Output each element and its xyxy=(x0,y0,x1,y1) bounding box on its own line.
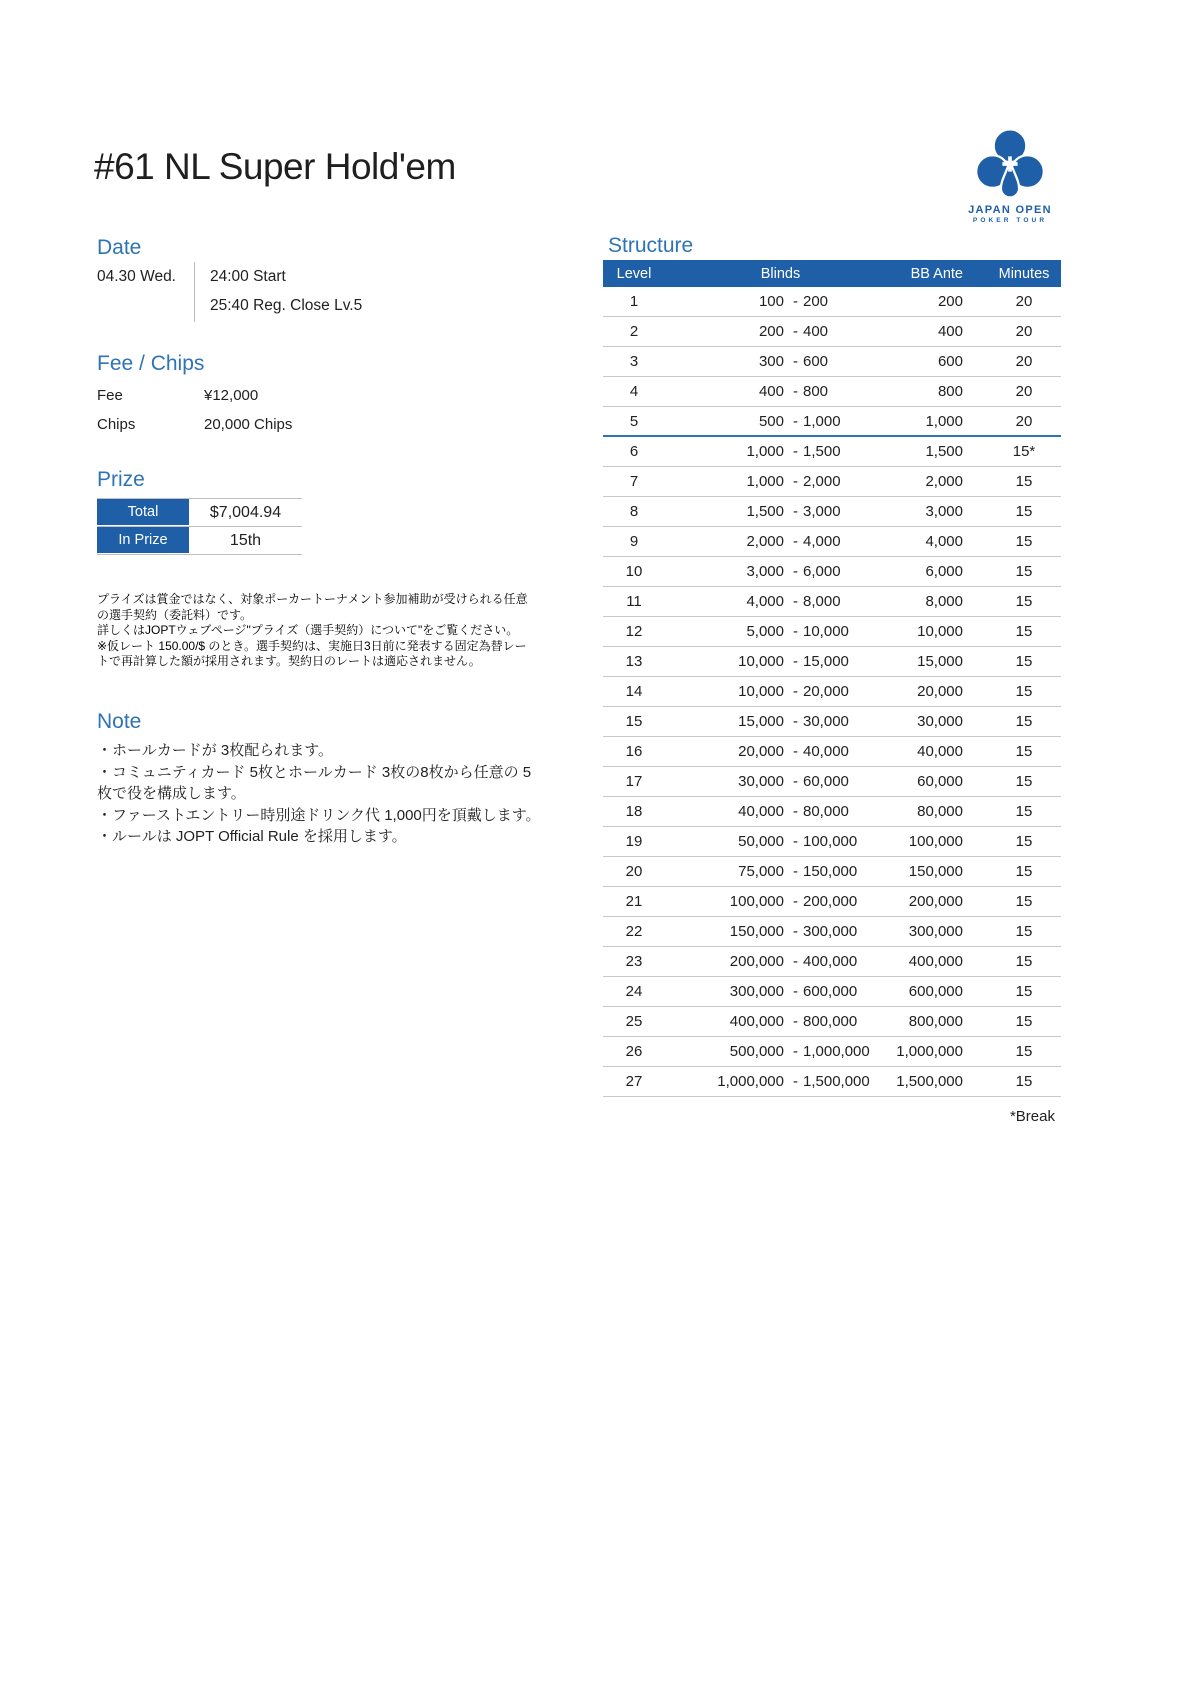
minutes-cell: 15 xyxy=(1015,743,1033,760)
level-cell: 3 xyxy=(629,353,639,370)
level-cell: 19 xyxy=(625,833,643,850)
blinds-separator: - xyxy=(793,1073,798,1090)
small-blind-cell: 1,000 xyxy=(746,473,784,490)
small-blind-cell: 20,000 xyxy=(738,743,784,760)
date-table xyxy=(97,262,362,322)
minutes-cell: 15 xyxy=(1015,653,1033,670)
blinds-separator: - xyxy=(793,293,798,310)
structure-row xyxy=(603,767,1061,797)
big-blind-cell: 20,000 xyxy=(803,683,849,700)
minutes-cell: 15 xyxy=(1015,593,1033,610)
structure-row xyxy=(603,467,1061,497)
big-blind-cell: 3,000 xyxy=(803,503,841,520)
bb-ante-cell: 2,000 xyxy=(925,473,963,490)
small-blind-cell: 200 xyxy=(758,323,784,340)
column-header-blinds: Blinds xyxy=(760,265,801,282)
fee-label: Chips xyxy=(97,416,136,433)
minutes-cell: 15 xyxy=(1015,983,1033,1000)
disclaimer-line: プライズは賞金ではなく、対象ポーカートーナメント参加補助が受けられる任意の選手契約（委託料）です。 xyxy=(97,592,528,622)
note-item: ・ファーストエントリー時別途ドリンク代 1,000円を頂戴します。 xyxy=(97,806,541,824)
bb-ante-cell: 4,000 xyxy=(925,533,963,550)
level-cell: 23 xyxy=(625,953,643,970)
small-blind-cell: 5,000 xyxy=(746,623,784,640)
bb-ante-cell: 80,000 xyxy=(917,803,963,820)
structure-row xyxy=(603,737,1061,767)
level-cell: 7 xyxy=(629,473,639,490)
structure-row xyxy=(603,317,1061,347)
bb-ante-cell: 600,000 xyxy=(908,983,963,1000)
big-blind-cell: 800 xyxy=(803,383,829,400)
small-blind-cell: 400,000 xyxy=(729,1013,784,1030)
break-footnote: *Break xyxy=(1009,1108,1055,1125)
minutes-cell: 20 xyxy=(1015,413,1033,430)
small-blind-cell: 500 xyxy=(758,413,784,430)
level-cell: 2 xyxy=(629,323,639,340)
level-cell: 9 xyxy=(629,533,639,550)
big-blind-cell: 6,000 xyxy=(803,563,841,580)
minutes-cell: 15 xyxy=(1015,893,1033,910)
big-blind-cell: 1,000,000 xyxy=(803,1043,870,1060)
big-blind-cell: 1,500,000 xyxy=(803,1073,870,1090)
level-cell: 18 xyxy=(625,803,643,820)
structure-row xyxy=(603,287,1061,317)
small-blind-cell: 300,000 xyxy=(729,983,784,1000)
blinds-separator: - xyxy=(793,443,798,460)
blinds-separator: - xyxy=(793,503,798,520)
small-blind-cell: 75,000 xyxy=(738,863,784,880)
level-cell: 14 xyxy=(625,683,643,700)
level-cell: 20 xyxy=(625,863,643,880)
big-blind-cell: 150,000 xyxy=(803,863,858,880)
small-blind-cell: 10,000 xyxy=(738,683,784,700)
minutes-cell: 15 xyxy=(1015,923,1033,940)
blinds-separator: - xyxy=(793,893,798,910)
bb-ante-cell: 200,000 xyxy=(908,893,963,910)
big-blind-cell: 200 xyxy=(803,293,829,310)
structure-row xyxy=(603,497,1061,527)
minutes-cell: 15 xyxy=(1015,863,1033,880)
minutes-cell: 20 xyxy=(1015,353,1033,370)
big-blind-cell: 800,000 xyxy=(803,1013,858,1030)
small-blind-cell: 1,000 xyxy=(746,443,784,460)
minutes-cell: 20 xyxy=(1015,383,1033,400)
date-time-row: 24:00 Start xyxy=(210,268,286,285)
level-cell: 1 xyxy=(629,293,639,310)
structure-row xyxy=(603,377,1061,407)
bb-ante-cell: 600 xyxy=(937,353,963,370)
bb-ante-cell: 3,000 xyxy=(925,503,963,520)
structure-row xyxy=(603,347,1061,377)
structure-row xyxy=(603,587,1061,617)
big-blind-cell: 600,000 xyxy=(803,983,858,1000)
structure-row xyxy=(603,617,1061,647)
minutes-cell: 15 xyxy=(1015,1013,1033,1030)
structure-row xyxy=(603,527,1061,557)
level-cell: 6 xyxy=(629,443,639,460)
blinds-separator: - xyxy=(793,323,798,340)
blinds-separator: - xyxy=(793,683,798,700)
fee-label: Fee xyxy=(97,387,123,404)
note-item: ・コミュニティカード 5枚とホールカード 3枚の8枚から任意の 5枚で役を構成します。 xyxy=(97,763,532,802)
blinds-separator: - xyxy=(793,833,798,850)
logo-text-poker-tour: POKER TOUR xyxy=(972,217,1048,224)
bb-ante-cell: 100,000 xyxy=(908,833,963,850)
structure-row xyxy=(603,1067,1061,1097)
minutes-cell: 15 xyxy=(1015,833,1033,850)
structure-row xyxy=(603,437,1061,467)
date-heading: Date xyxy=(97,236,142,259)
date-day: 04.30 Wed. xyxy=(97,268,176,285)
prize-row xyxy=(97,499,302,527)
big-blind-cell: 600 xyxy=(803,353,829,370)
big-blind-cell: 300,000 xyxy=(803,923,858,940)
small-blind-cell: 400 xyxy=(758,383,784,400)
small-blind-cell: 3,000 xyxy=(746,563,784,580)
small-blind-cell: 1,500 xyxy=(746,503,784,520)
prize-value: 15th xyxy=(229,531,262,549)
small-blind-cell: 30,000 xyxy=(738,773,784,790)
blinds-separator: - xyxy=(793,713,798,730)
blinds-separator: - xyxy=(793,743,798,760)
level-cell: 22 xyxy=(625,923,643,940)
structure-row xyxy=(603,557,1061,587)
prize-disclaimer xyxy=(97,592,535,670)
big-blind-cell: 10,000 xyxy=(803,623,849,640)
logo-text-japan-open: JAPAN OPEN xyxy=(968,204,1052,216)
small-blind-cell: 100 xyxy=(758,293,784,310)
small-blind-cell: 200,000 xyxy=(729,953,784,970)
structure-row xyxy=(603,797,1061,827)
big-blind-cell: 4,000 xyxy=(803,533,841,550)
blinds-separator: - xyxy=(793,473,798,490)
level-cell: 25 xyxy=(625,1013,643,1030)
level-cell: 17 xyxy=(625,773,643,790)
level-cell: 5 xyxy=(629,413,639,430)
prize-value: $7,004.94 xyxy=(209,503,282,521)
minutes-cell: 15 xyxy=(1015,533,1033,550)
level-cell: 11 xyxy=(626,593,642,610)
blinds-separator: - xyxy=(793,863,798,880)
structure-row xyxy=(603,887,1061,917)
blinds-separator: - xyxy=(793,983,798,1000)
small-blind-cell: 1,000,000 xyxy=(717,1073,784,1090)
minutes-cell: 15 xyxy=(1015,713,1033,730)
small-blind-cell: 40,000 xyxy=(738,803,784,820)
bb-ante-cell: 400 xyxy=(937,323,963,340)
prize-label: In Prize xyxy=(97,527,189,554)
page-title: #61 NL Super Hold'em xyxy=(94,146,456,187)
bb-ante-cell: 150,000 xyxy=(908,863,963,880)
structure-heading: Structure xyxy=(608,234,694,257)
level-cell: 27 xyxy=(625,1073,643,1090)
blinds-separator: - xyxy=(793,533,798,550)
blinds-separator: - xyxy=(793,383,798,400)
blinds-separator: - xyxy=(793,923,798,940)
blinds-separator: - xyxy=(793,803,798,820)
small-blind-cell: 4,000 xyxy=(746,593,784,610)
blinds-separator: - xyxy=(793,593,798,610)
big-blind-cell: 30,000 xyxy=(803,713,849,730)
fee-row xyxy=(97,410,292,439)
big-blind-cell: 400,000 xyxy=(803,953,858,970)
big-blind-cell: 80,000 xyxy=(803,803,849,820)
structure-row xyxy=(603,857,1061,887)
note-item: ・ホールカードが 3枚配られます。 xyxy=(97,742,334,759)
note-list xyxy=(97,740,545,848)
small-blind-cell: 15,000 xyxy=(738,713,784,730)
big-blind-cell: 100,000 xyxy=(803,833,858,850)
small-blind-cell: 100,000 xyxy=(729,893,784,910)
structure-row xyxy=(603,407,1061,437)
level-cell: 21 xyxy=(625,893,643,910)
minutes-cell: 15 xyxy=(1015,1073,1033,1090)
level-cell: 16 xyxy=(625,743,643,760)
blinds-separator: - xyxy=(793,353,798,370)
big-blind-cell: 400 xyxy=(803,323,829,340)
prize-heading: Prize xyxy=(97,468,145,491)
clover-logo-icon xyxy=(972,126,1048,202)
big-blind-cell: 8,000 xyxy=(803,593,841,610)
level-cell: 15 xyxy=(625,713,643,730)
bb-ante-cell: 1,500,000 xyxy=(896,1073,963,1090)
structure-table-header xyxy=(603,260,1061,287)
structure-row xyxy=(603,947,1061,977)
structure-table-body xyxy=(603,287,1061,1097)
level-cell: 24 xyxy=(625,983,643,1000)
small-blind-cell: 500,000 xyxy=(729,1043,784,1060)
bb-ante-cell: 1,000,000 xyxy=(896,1043,963,1060)
fee-chips-table xyxy=(97,381,292,439)
small-blind-cell: 50,000 xyxy=(738,833,784,850)
bb-ante-cell: 15,000 xyxy=(917,653,963,670)
fee-value: 20,000 Chips xyxy=(204,416,293,433)
blinds-separator: - xyxy=(793,1043,798,1060)
structure-row xyxy=(603,977,1061,1007)
bb-ante-cell: 800,000 xyxy=(908,1013,963,1030)
minutes-cell: 15 xyxy=(1015,953,1033,970)
minutes-cell: 15 xyxy=(1015,473,1033,490)
fee-row xyxy=(97,381,292,410)
disclaimer-line: ※仮レート 150.00/$ のとき。選手契約は、実施日3日前に発表する固定為替レートで再計算した額が採用されます。契約日のレートは適応されません。 xyxy=(97,638,527,668)
column-header-level: Level xyxy=(616,265,652,282)
bb-ante-cell: 8,000 xyxy=(925,593,963,610)
structure-table xyxy=(603,260,1061,1125)
small-blind-cell: 10,000 xyxy=(738,653,784,670)
bb-ante-cell: 6,000 xyxy=(925,563,963,580)
minutes-cell: 15* xyxy=(1012,443,1036,460)
prize-label: Total xyxy=(97,499,189,526)
column-header-minutes: Minutes xyxy=(998,265,1050,282)
note-item: ・ルールは JOPT Official Rule を採用します。 xyxy=(97,828,407,845)
bb-ante-cell: 1,000 xyxy=(925,413,963,430)
minutes-cell: 15 xyxy=(1015,623,1033,640)
bb-ante-cell: 10,000 xyxy=(917,623,963,640)
bb-ante-cell: 400,000 xyxy=(908,953,963,970)
blinds-separator: - xyxy=(793,773,798,790)
blinds-separator: - xyxy=(793,1013,798,1030)
big-blind-cell: 60,000 xyxy=(803,773,849,790)
prize-table xyxy=(97,498,302,555)
minutes-cell: 15 xyxy=(1015,803,1033,820)
date-times xyxy=(194,262,362,322)
jopt-logo xyxy=(952,126,1068,224)
big-blind-cell: 1,000 xyxy=(803,413,841,430)
column-header-bb-ante: BB Ante xyxy=(910,265,963,282)
big-blind-cell: 2,000 xyxy=(803,473,841,490)
bb-ante-cell: 200 xyxy=(937,293,963,310)
fee-chips-heading: Fee / Chips xyxy=(97,352,205,375)
disclaimer-line: 詳しくはJOPTウェブページ"プライズ（選手契約）について"をご覧ください。 xyxy=(97,623,519,637)
structure-row xyxy=(603,647,1061,677)
structure-row xyxy=(603,677,1061,707)
minutes-cell: 15 xyxy=(1015,683,1033,700)
minutes-cell: 15 xyxy=(1015,563,1033,580)
minutes-cell: 20 xyxy=(1015,323,1033,340)
structure-row xyxy=(603,1037,1061,1067)
minutes-cell: 20 xyxy=(1015,293,1033,310)
structure-row xyxy=(603,827,1061,857)
bb-ante-cell: 20,000 xyxy=(917,683,963,700)
minutes-cell: 15 xyxy=(1015,1043,1033,1060)
level-cell: 13 xyxy=(625,653,643,670)
big-blind-cell: 200,000 xyxy=(803,893,858,910)
blinds-separator: - xyxy=(793,653,798,670)
bb-ante-cell: 800 xyxy=(937,383,963,400)
structure-row xyxy=(603,917,1061,947)
bb-ante-cell: 40,000 xyxy=(917,743,963,760)
note-heading: Note xyxy=(97,710,142,733)
level-cell: 10 xyxy=(625,563,643,580)
small-blind-cell: 300 xyxy=(758,353,784,370)
big-blind-cell: 15,000 xyxy=(803,653,849,670)
blinds-separator: - xyxy=(793,623,798,640)
small-blind-cell: 150,000 xyxy=(729,923,784,940)
structure-row xyxy=(603,1007,1061,1037)
blinds-separator: - xyxy=(793,413,798,430)
big-blind-cell: 1,500 xyxy=(803,443,841,460)
bb-ante-cell: 30,000 xyxy=(917,713,963,730)
level-cell: 8 xyxy=(629,503,639,520)
date-time-row: 25:40 Reg. Close Lv.5 xyxy=(210,297,363,314)
structure-row xyxy=(603,707,1061,737)
bb-ante-cell: 1,500 xyxy=(925,443,963,460)
minutes-cell: 15 xyxy=(1015,773,1033,790)
level-cell: 12 xyxy=(625,623,643,640)
bb-ante-cell: 60,000 xyxy=(917,773,963,790)
level-cell: 26 xyxy=(625,1043,643,1060)
small-blind-cell: 2,000 xyxy=(746,533,784,550)
level-cell: 4 xyxy=(629,383,639,400)
minutes-cell: 15 xyxy=(1015,503,1033,520)
bb-ante-cell: 300,000 xyxy=(908,923,963,940)
fee-value: ¥12,000 xyxy=(204,387,259,404)
blinds-separator: - xyxy=(793,953,798,970)
prize-row xyxy=(97,527,302,555)
big-blind-cell: 40,000 xyxy=(803,743,849,760)
blinds-separator: - xyxy=(793,563,798,580)
